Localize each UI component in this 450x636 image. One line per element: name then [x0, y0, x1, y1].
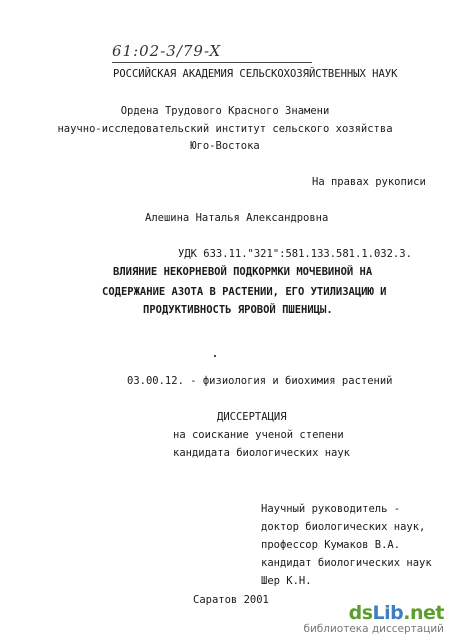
- udc-code: УДК 633.11."321":581.133.581.1.032.3.: [178, 248, 412, 260]
- city-year: Саратов 2001: [193, 594, 269, 606]
- supervisor-line-3: профессор Кумаков В.А.: [261, 539, 401, 551]
- dissertation-heading: ДИССЕРТАЦИЯ: [217, 411, 287, 423]
- academy-name: РОССИЙСКАЯ АКАДЕМИЯ СЕЛЬСКОХОЗЯЙСТВЕННЫХ НАУК: [113, 68, 398, 80]
- title-line-1: ВЛИЯНИЕ НЕКОРНЕВОЙ ПОДКОРМКИ МОЧЕВИНОЙ НА: [113, 266, 373, 278]
- handwritten-archive-code: 61:02-3/79-X: [112, 42, 222, 60]
- title-line-2: СОДЕРЖАНИЕ АЗОТА В РАСТЕНИИ, ЕГО УТИЛИЗАЦИЮ И: [102, 286, 387, 298]
- degree-line-2: кандидата биологических наук: [173, 447, 351, 459]
- watermark-logo: dsLib.net: [348, 601, 444, 624]
- speck-mark: [214, 355, 216, 357]
- institute-line-2: научно-исследовательский институт сельского хозяйства: [57, 123, 393, 135]
- watermark-subtitle: библиотека диссертаций: [303, 622, 444, 635]
- institute-line-3: Юго-Востока: [190, 140, 260, 152]
- supervisor-line-5: Шер К.Н.: [261, 575, 312, 587]
- institute-line-1: Ордена Трудового Красного Знамени: [120, 105, 330, 117]
- title-line-3: ПРОДУКТИВНОСТЬ ЯРОВОЙ ПШЕНИЦЫ.: [143, 304, 333, 316]
- supervisor-line-4: кандидат биологических наук: [261, 557, 432, 569]
- watermark: [303, 601, 444, 635]
- author-name: Алешина Наталья Александровна: [145, 212, 329, 224]
- rights-note: На правах рукописи: [312, 176, 426, 188]
- supervisor-line-2: доктор биологических наук,: [261, 521, 426, 533]
- specialty: 03.00.12. - физиология и биохимия растений: [127, 375, 393, 387]
- handwritten-underline: [112, 62, 312, 63]
- supervisor-line-1: Научный руководитель -: [261, 503, 401, 515]
- degree-line-1: на соискание ученой степени: [173, 429, 344, 441]
